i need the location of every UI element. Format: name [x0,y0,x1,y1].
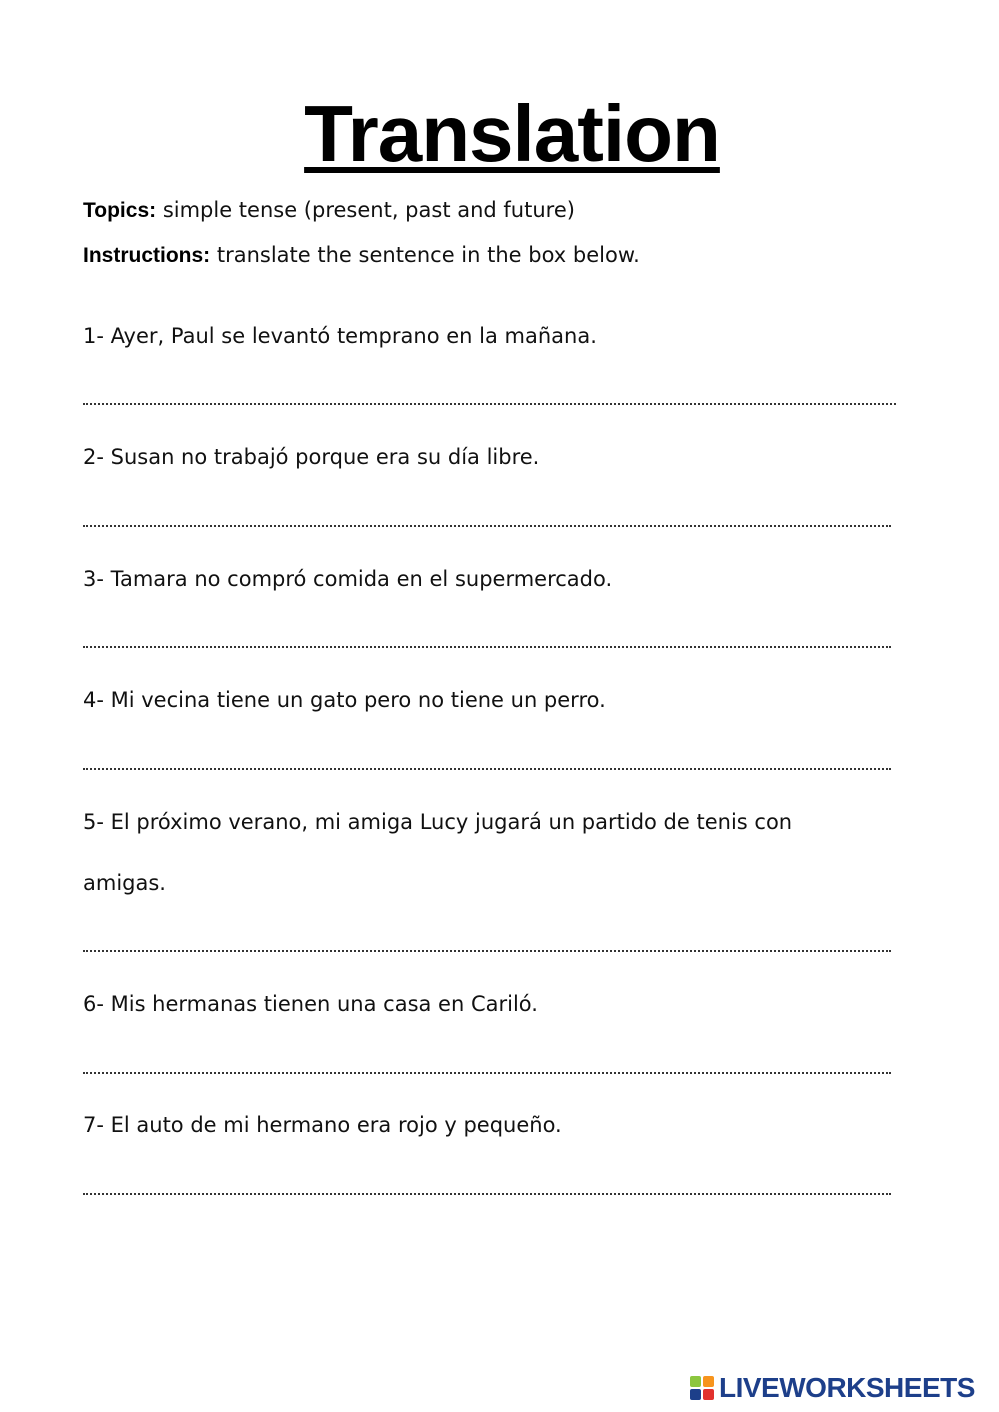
answer-line-7[interactable] [83,1193,891,1195]
worksheet-title: Translation [304,89,720,178]
answer-line-6[interactable] [83,1072,891,1074]
instructions-label: Instructions: [83,244,211,267]
topics-label: Topics: [83,199,157,222]
question-7: 7- El auto de mi hermano era rojo y pequeño. [83,1113,562,1137]
question-2: 2- Susan no trabajó porque era su día libre. [83,445,540,469]
question-6: 6- Mis hermanas tienen una casa en Cariló. [83,992,538,1016]
logo-square-red [703,1389,714,1400]
logo-text: LIVEWORKSHEETS [719,1372,975,1403]
logo-square-green [690,1376,701,1387]
logo-square-blue [690,1389,701,1400]
topics-line [83,196,575,225]
question-3: 3- Tamara no compró comida en el supermercado. [83,567,613,591]
answer-line-1[interactable] [83,403,896,405]
question-1: 1- Ayer, Paul se levantó temprano en la mañana. [83,324,597,348]
answer-line-5[interactable] [83,950,891,952]
topics-value: simple tense (present, past and future) [162,198,575,222]
answer-line-2[interactable] [83,525,891,527]
answer-line-4[interactable] [83,768,891,770]
instructions-line [83,241,640,270]
question-4: 4- Mi vecina tiene un gato pero no tiene un perro. [83,688,606,712]
liveworksheets-logo[interactable] [690,1373,975,1403]
logo-square-orange [703,1376,714,1387]
instructions-value: translate the sentence in the box below. [216,243,640,267]
question-5-continued: amigas. [83,871,166,895]
logo-squares-icon [690,1376,714,1400]
question-5: 5- El próximo verano, mi amiga Lucy jugará un partido de tenis con [83,810,793,834]
answer-line-3[interactable] [83,646,891,648]
